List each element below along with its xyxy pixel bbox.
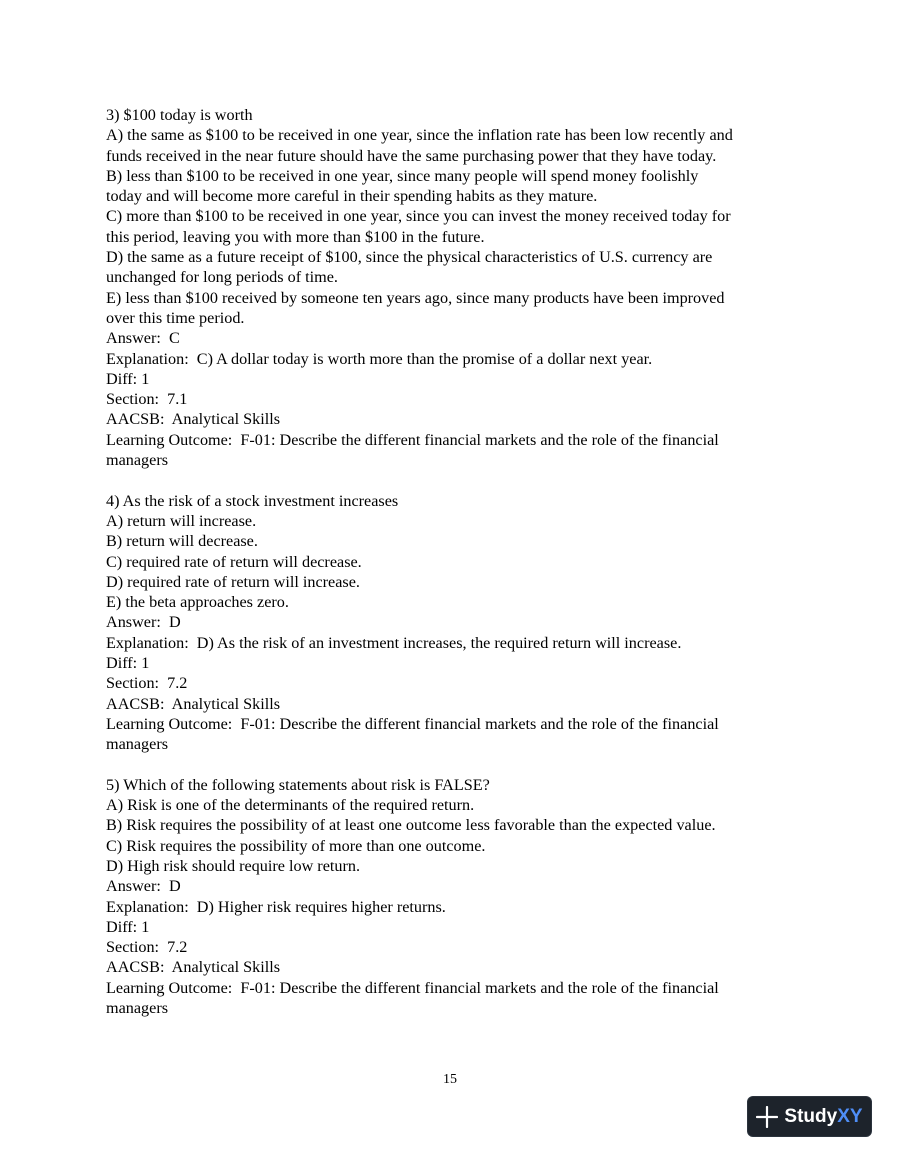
text-line: Section: 7.2 bbox=[106, 674, 188, 693]
text-line: D) required rate of return will increase. bbox=[106, 572, 360, 591]
text-line: Explanation: D) Higher risk requires higher returns. bbox=[106, 897, 446, 916]
text-line: B) return will decrease. bbox=[106, 532, 258, 551]
text-line: Section: 7.1 bbox=[106, 390, 188, 409]
text-line: Diff: 1 bbox=[106, 369, 150, 388]
brand-name-part2: XY bbox=[837, 1105, 863, 1127]
text-line: B) Risk requires the possibility of at least one outcome less favorable than the expected value. bbox=[106, 816, 716, 835]
plus-icon bbox=[756, 1106, 778, 1128]
studyxy-badge[interactable] bbox=[748, 1097, 871, 1136]
text-line: E) the beta approaches zero. bbox=[106, 593, 289, 612]
text-line: AACSB: Analytical Skills bbox=[106, 410, 281, 429]
question-block bbox=[106, 775, 806, 1019]
text-line: Learning Outcome: F-01: Describe the different financial markets and the role of the financial bbox=[106, 430, 719, 449]
text-line: unchanged for long periods of time. bbox=[106, 268, 338, 287]
text-line: 5) Which of the following statements about risk is FALSE? bbox=[106, 775, 490, 794]
question-block bbox=[106, 491, 806, 755]
text-line: A) return will increase. bbox=[106, 511, 257, 530]
text-line: managers bbox=[106, 735, 169, 754]
text-line: D) High risk should require low return. bbox=[106, 856, 361, 875]
text-line: Answer: D bbox=[106, 613, 181, 632]
text-line: C) Risk requires the possibility of more than one outcome. bbox=[106, 836, 486, 855]
text-line: over this time period. bbox=[106, 308, 245, 327]
text-line: AACSB: Analytical Skills bbox=[106, 694, 281, 713]
page-number: 15 bbox=[443, 1072, 457, 1087]
text-line: Explanation: C) A dollar today is worth more than the promise of a dollar next year. bbox=[106, 349, 653, 368]
text-line: AACSB: Analytical Skills bbox=[106, 958, 281, 977]
text-line: D) the same as a future receipt of $100, since the physical characteristics of U.S. currency are bbox=[106, 248, 713, 267]
text-line: C) required rate of return will decrease. bbox=[106, 552, 362, 571]
text-line: Learning Outcome: F-01: Describe the different financial markets and the role of the financial bbox=[106, 714, 719, 733]
text-line: Diff: 1 bbox=[106, 917, 150, 936]
text-line: 4) As the risk of a stock investment increases bbox=[106, 491, 399, 510]
document-body bbox=[106, 105, 806, 1039]
brand-name-part1: Study bbox=[784, 1105, 838, 1127]
text-line: Explanation: D) As the risk of an investment increases, the required return will increase. bbox=[106, 633, 682, 652]
text-line: managers bbox=[106, 999, 169, 1018]
text-line: funds received in the near future should have the same purchasing power that they have today. bbox=[106, 146, 717, 165]
text-line: Answer: D bbox=[106, 877, 181, 896]
text-line: A) Risk is one of the determinants of the required return. bbox=[106, 796, 475, 815]
text-line: managers bbox=[106, 451, 169, 470]
text-line: today and will become more careful in their spending habits as they mature. bbox=[106, 187, 598, 206]
text-line: E) less than $100 received by someone ten years ago, since many products have been improved bbox=[106, 288, 725, 307]
text-line: Learning Outcome: F-01: Describe the different financial markets and the role of the financial bbox=[106, 978, 719, 997]
text-line: A) the same as $100 to be received in one year, since the inflation rate has been low recently and bbox=[106, 126, 733, 145]
text-line: Answer: C bbox=[106, 329, 180, 348]
text-line: this period, leaving you with more than $100 in the future. bbox=[106, 227, 485, 246]
text-line: C) more than $100 to be received in one year, since you can invest the money received today for bbox=[106, 207, 731, 226]
brand-name bbox=[784, 1106, 862, 1128]
text-line: 3) $100 today is worth bbox=[106, 106, 253, 124]
text-line: Section: 7.2 bbox=[106, 938, 188, 957]
text-line: Diff: 1 bbox=[106, 654, 150, 673]
question-block bbox=[106, 105, 806, 470]
text-line: B) less than $100 to be received in one year, since many people will spend money foolishly bbox=[106, 166, 699, 185]
